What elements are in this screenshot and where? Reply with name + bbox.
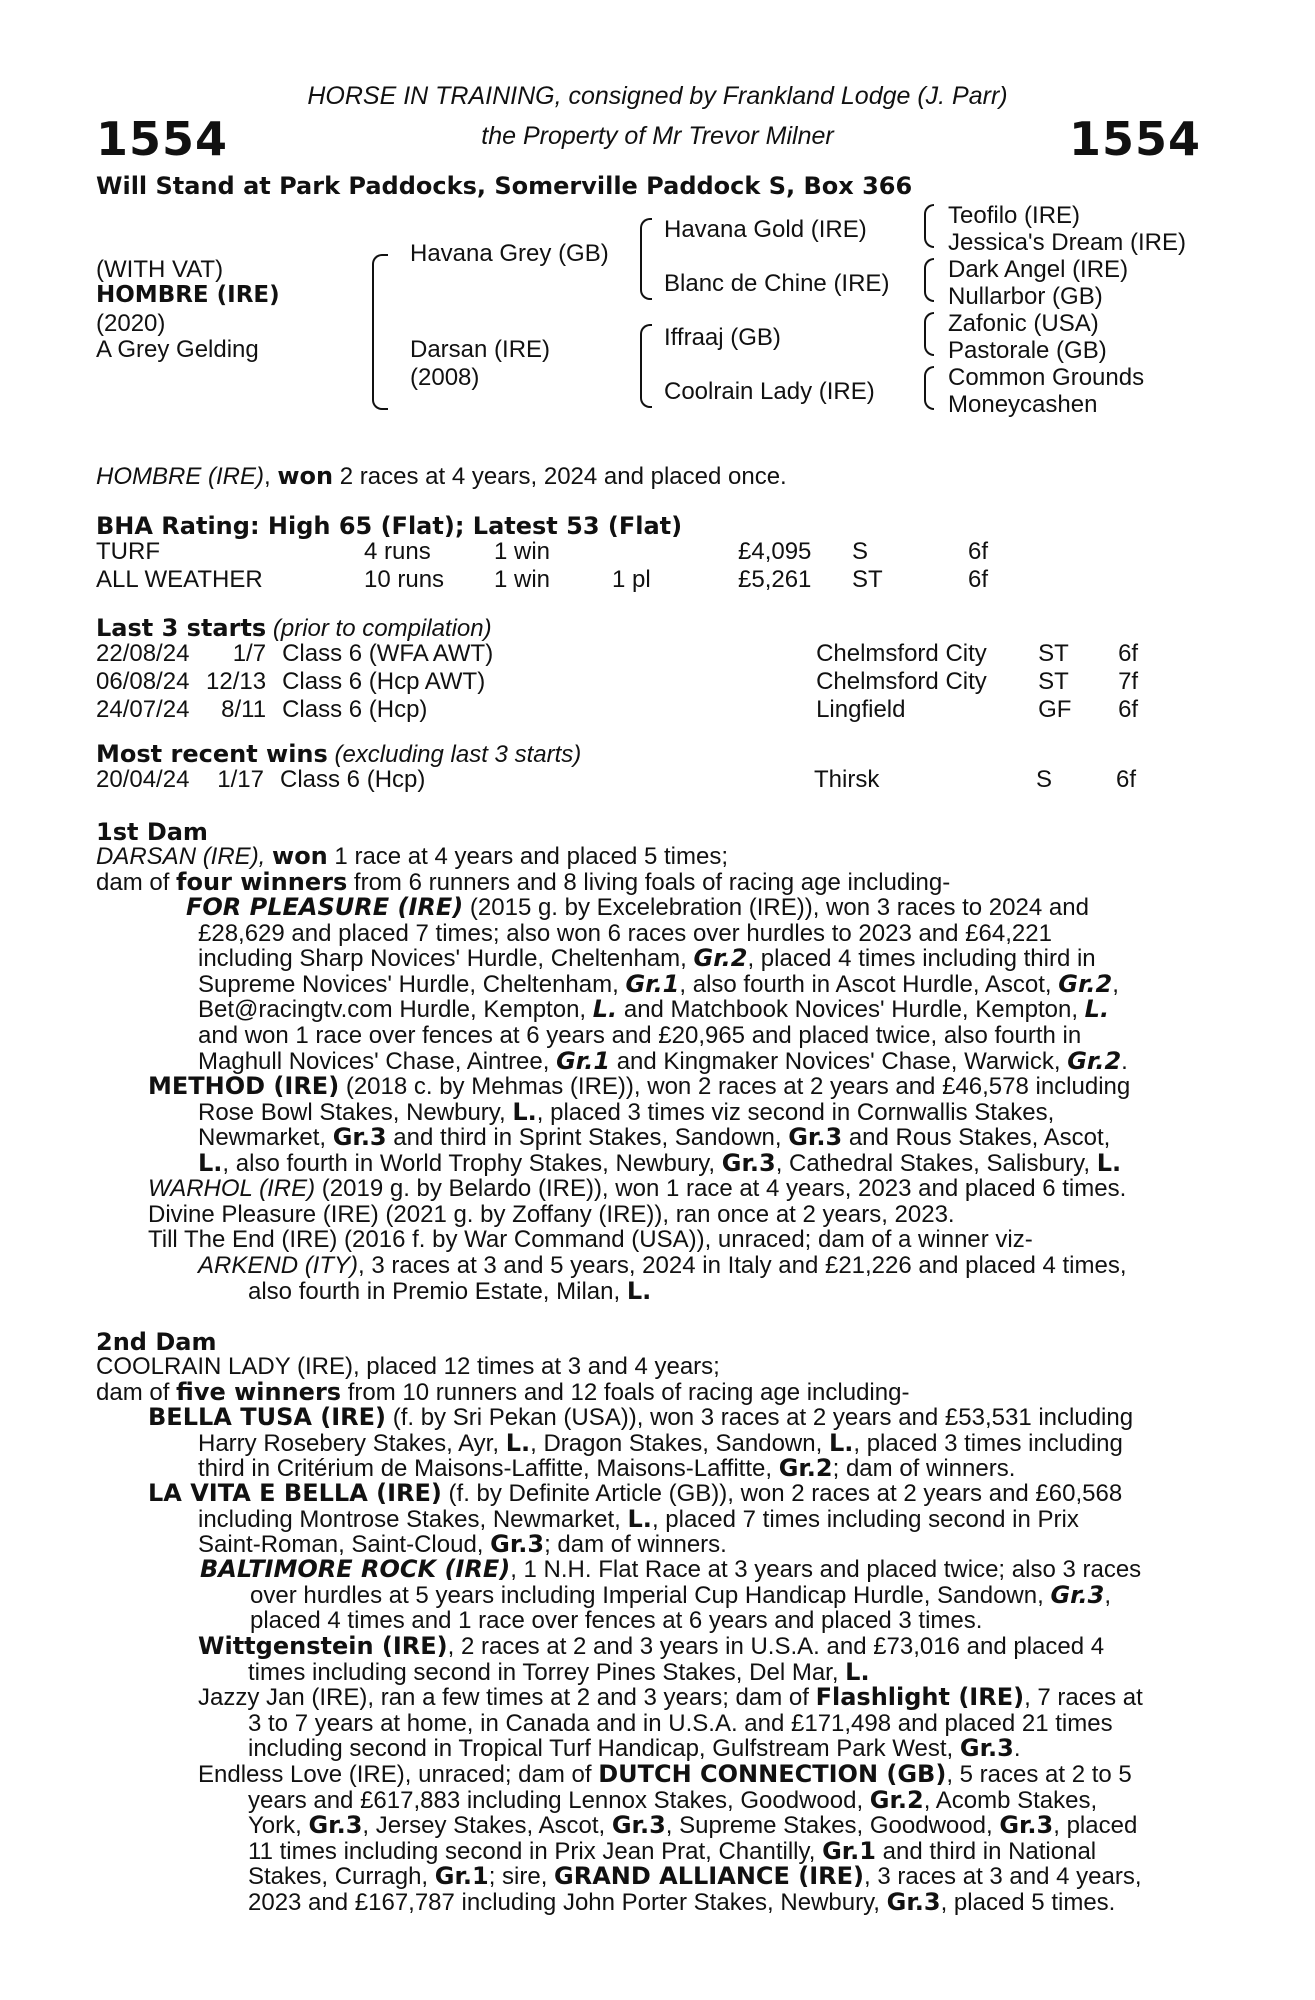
sire: Havana Grey (GB)	[410, 240, 609, 267]
recent-wins-table	[96, 766, 1136, 794]
recent-wins-heading: Most recent wins (excluding last 3 starts)	[96, 740, 582, 768]
lot-number-right: 1554	[1068, 112, 1201, 166]
last3-row: 06/08/24 12/13 Class 6 (Hcp AWT) Chelmsford City ST 7f	[96, 668, 1139, 695]
progeny-jazzy-jan: Jazzy Jan (IRE), ran a few times at 2 and 3 years; dam of Flashlight (IRE), 7 races at 3 to 7 years at home, in Canada and in U.S.A. and £171,498 and placed 21 times including second in Tropical Turf Handicap, Gulfstream Park West, Gr.3.	[198, 1683, 1143, 1763]
first-dam-heading: 1st Dam	[96, 818, 208, 846]
dam-sire: Iffraaj (GB)	[664, 324, 781, 351]
horse-name: HOMBRE (IRE)	[96, 282, 280, 308]
last3-row: 24/07/24 8/11 Class 6 (Hcp) Lingfield GF 6f	[96, 696, 1139, 723]
dam-dam-sire: Common Grounds	[948, 364, 1145, 391]
last3-heading: Last 3 starts (prior to compilation)	[96, 614, 492, 642]
last3-row: 22/08/24 1/7 Class 6 (WFA AWT) Chelmsford City ST 6f	[96, 640, 1139, 667]
recent-win-row: 20/04/24 1/17 Class 6 (Hcp) Thirsk S 6f	[96, 766, 1137, 793]
sire-dam-sire: Dark Angel (IRE)	[948, 256, 1129, 283]
race-summary: HOMBRE (IRE), won 2 races at 4 years, 2024 and placed once.	[96, 462, 787, 490]
second-dam-intro: COOLRAIN LADY (IRE), placed 12 times at 3 and 4 years; dam of five winners from 10 runners and 12 foals of racing age including-	[96, 1353, 910, 1406]
rating-heading: BHA Rating: High 65 (Flat); Latest 53 (Flat)	[96, 512, 683, 540]
brace-gen3-4	[924, 366, 934, 410]
first-dam-intro: DARSAN (IRE), won 1 race at 4 years and placed 5 times; dam of four winners from 6 runners and 8 living foals of racing age including-	[96, 842, 951, 896]
sire-sire: Havana Gold (IRE)	[664, 216, 867, 243]
brace-gen3-1	[924, 204, 934, 248]
lot-number-left: 1554	[96, 112, 229, 166]
progeny-bella-tusa: BELLA TUSA (IRE) (f. by Sri Pekan (USA)), won 3 races at 2 years and £53,531 including Harry Rosebery Stakes, Ayr, L., Dragon Stakes, Sandown, L., placed 3 times including third in Critérium de Maisons-Laffitte, Maisons-Laffitte, Gr.2; dam of winners.	[148, 1403, 1134, 1483]
dam-dam-dam: Moneycashen	[948, 391, 1098, 418]
second-dam-heading: 2nd Dam	[96, 1328, 217, 1356]
dam-year: (2008)	[410, 364, 480, 391]
progeny-la-vita-e-bella: LA VITA E BELLA (IRE) (f. by Definite Article (GB)), won 2 races at 2 years and £60,568 including Montrose Stakes, Newmarket, L., placed 7 times including second in Prix Saint-Roman, Saint-Cloud, Gr.3; dam of winners.	[148, 1479, 1123, 1559]
brace-gen3-2	[924, 258, 934, 302]
progeny-for-pleasure: FOR PLEASURE (IRE) (2015 g. by Excelebration (IRE)), won 3 races to 2024 and £28,629 and placed 7 times; also won 6 races over hurdles to 2023 and £64,221 including Sharp Novices' Hurdle, Cheltenham, Gr.2, placed 4 times including third in Supreme Novices' Hurdle, Cheltenham, Gr.1, also fourth in Ascot Hurdle, Ascot, Gr.2, Bet@racingtv.com Hurdle, Kempton, L. and Matchbook Novices' Hurdle, Kempton, L. and won 1 race over fences at 6 years and £20,965 and placed twice, also fourth in Maghull Novices' Chase, Aintree, Gr.1 and Kingmaker Novices' Chase, Warwick, Gr.2.	[186, 893, 1128, 1075]
brace-gen3-3	[924, 312, 934, 356]
brace-gen1	[372, 254, 388, 410]
rating-table	[96, 538, 988, 594]
property-line: the Property of Mr Trevor Milner	[481, 122, 834, 150]
rating-row-all-weather: ALL WEATHER 10 runs 1 win 1 pl £5,261 ST 6f	[96, 566, 989, 593]
vat-note: (WITH VAT)	[96, 256, 224, 283]
dam: Darsan (IRE)	[410, 336, 551, 363]
brace-gen2-sire	[640, 218, 652, 300]
horse-year: (2020)	[96, 310, 166, 337]
sire-dam: Blanc de Chine (IRE)	[664, 270, 890, 297]
sire-dam-dam: Nullarbor (GB)	[948, 283, 1103, 310]
progeny-method: METHOD (IRE) (2018 c. by Mehmas (IRE)), won 2 races at 2 years and £46,578 including Rose Bowl Stakes, Newbury, L., placed 3 times viz second in Cornwallis Stakes, Newmarket, Gr.3 and third in Sprint Stakes, Sandown, Gr.3 and Rous Stakes, Ascot, L., also fourth in World Trophy Stakes, Newbury, Gr.3, Cathedral Stakes, Salisbury, L.	[148, 1072, 1131, 1177]
stand-location: Will Stand at Park Paddocks, Somerville Paddock S, Box 366	[96, 172, 913, 200]
progeny-arkend: ARKEND (ITY), 3 races at 3 and 5 years, 2024 in Italy and £21,226 and placed 4 times, also fourth in Premio Estate, Milan, L.	[198, 1252, 1127, 1305]
progeny-baltimore-rock: BALTIMORE ROCK (IRE), 1 N.H. Flat Race at 3 years and placed twice; also 3 races over hurdles at 5 years including Imperial Cup Handicap Hurdle, Sandown, Gr.3, placed 4 times and 1 race over fences at 6 years and placed 3 times.	[200, 1555, 1142, 1635]
sire-sire-dam: Jessica's Dream (IRE)	[948, 229, 1186, 256]
dam-sire-dam: Pastorale (GB)	[948, 337, 1107, 364]
last3-table	[96, 640, 1138, 724]
horse-description: A Grey Gelding	[96, 336, 259, 363]
rating-row-turf: TURF 4 runs 1 win £4,095 S 6f	[96, 538, 989, 565]
progeny-others: WARHOL (IRE) (2019 g. by Belardo (IRE)), won 1 race at 4 years, 2023 and placed 6 times. Divine Pleasure (IRE) (2021 g. by Zoffany (IRE)), ran once at 2 years, 2023. Till The End (IRE) (2016 f. by War Command (USA)), unraced; dam of a winner viz-	[148, 1175, 1127, 1254]
sire-sire-sire: Teofilo (IRE)	[948, 202, 1081, 229]
dam-dam: Coolrain Lady (IRE)	[664, 378, 875, 405]
brace-gen2-dam	[640, 324, 652, 408]
consignor-line: HORSE IN TRAINING, consigned by Frankland Lodge (J. Parr)	[307, 82, 1008, 110]
dam-sire-sire: Zafonic (USA)	[948, 310, 1099, 337]
progeny-wittgenstein: Wittgenstein (IRE), 2 races at 2 and 3 years in U.S.A. and £73,016 and placed 4 times including second in Torrey Pines Stakes, Del Mar, L.	[198, 1632, 1105, 1686]
progeny-endless-love: Endless Love (IRE), unraced; dam of DUTCH CONNECTION (GB), 5 races at 2 to 5 years and £617,883 including Lennox Stakes, Goodwood, Gr.2, Acomb Stakes, York, Gr.3, Jersey Stakes, Ascot, Gr.3, Supreme Stakes, Goodwood, Gr.3, placed 11 times including second in Prix Jean Prat, Chantilly, Gr.1 and third in National Stakes, Curragh, Gr.1; sire, GRAND ALLIANCE (IRE), 3 races at 3 and 4 years, 2023 and £167,787 including John Porter Stakes, Newbury, Gr.3, placed 5 times.	[198, 1760, 1142, 1916]
